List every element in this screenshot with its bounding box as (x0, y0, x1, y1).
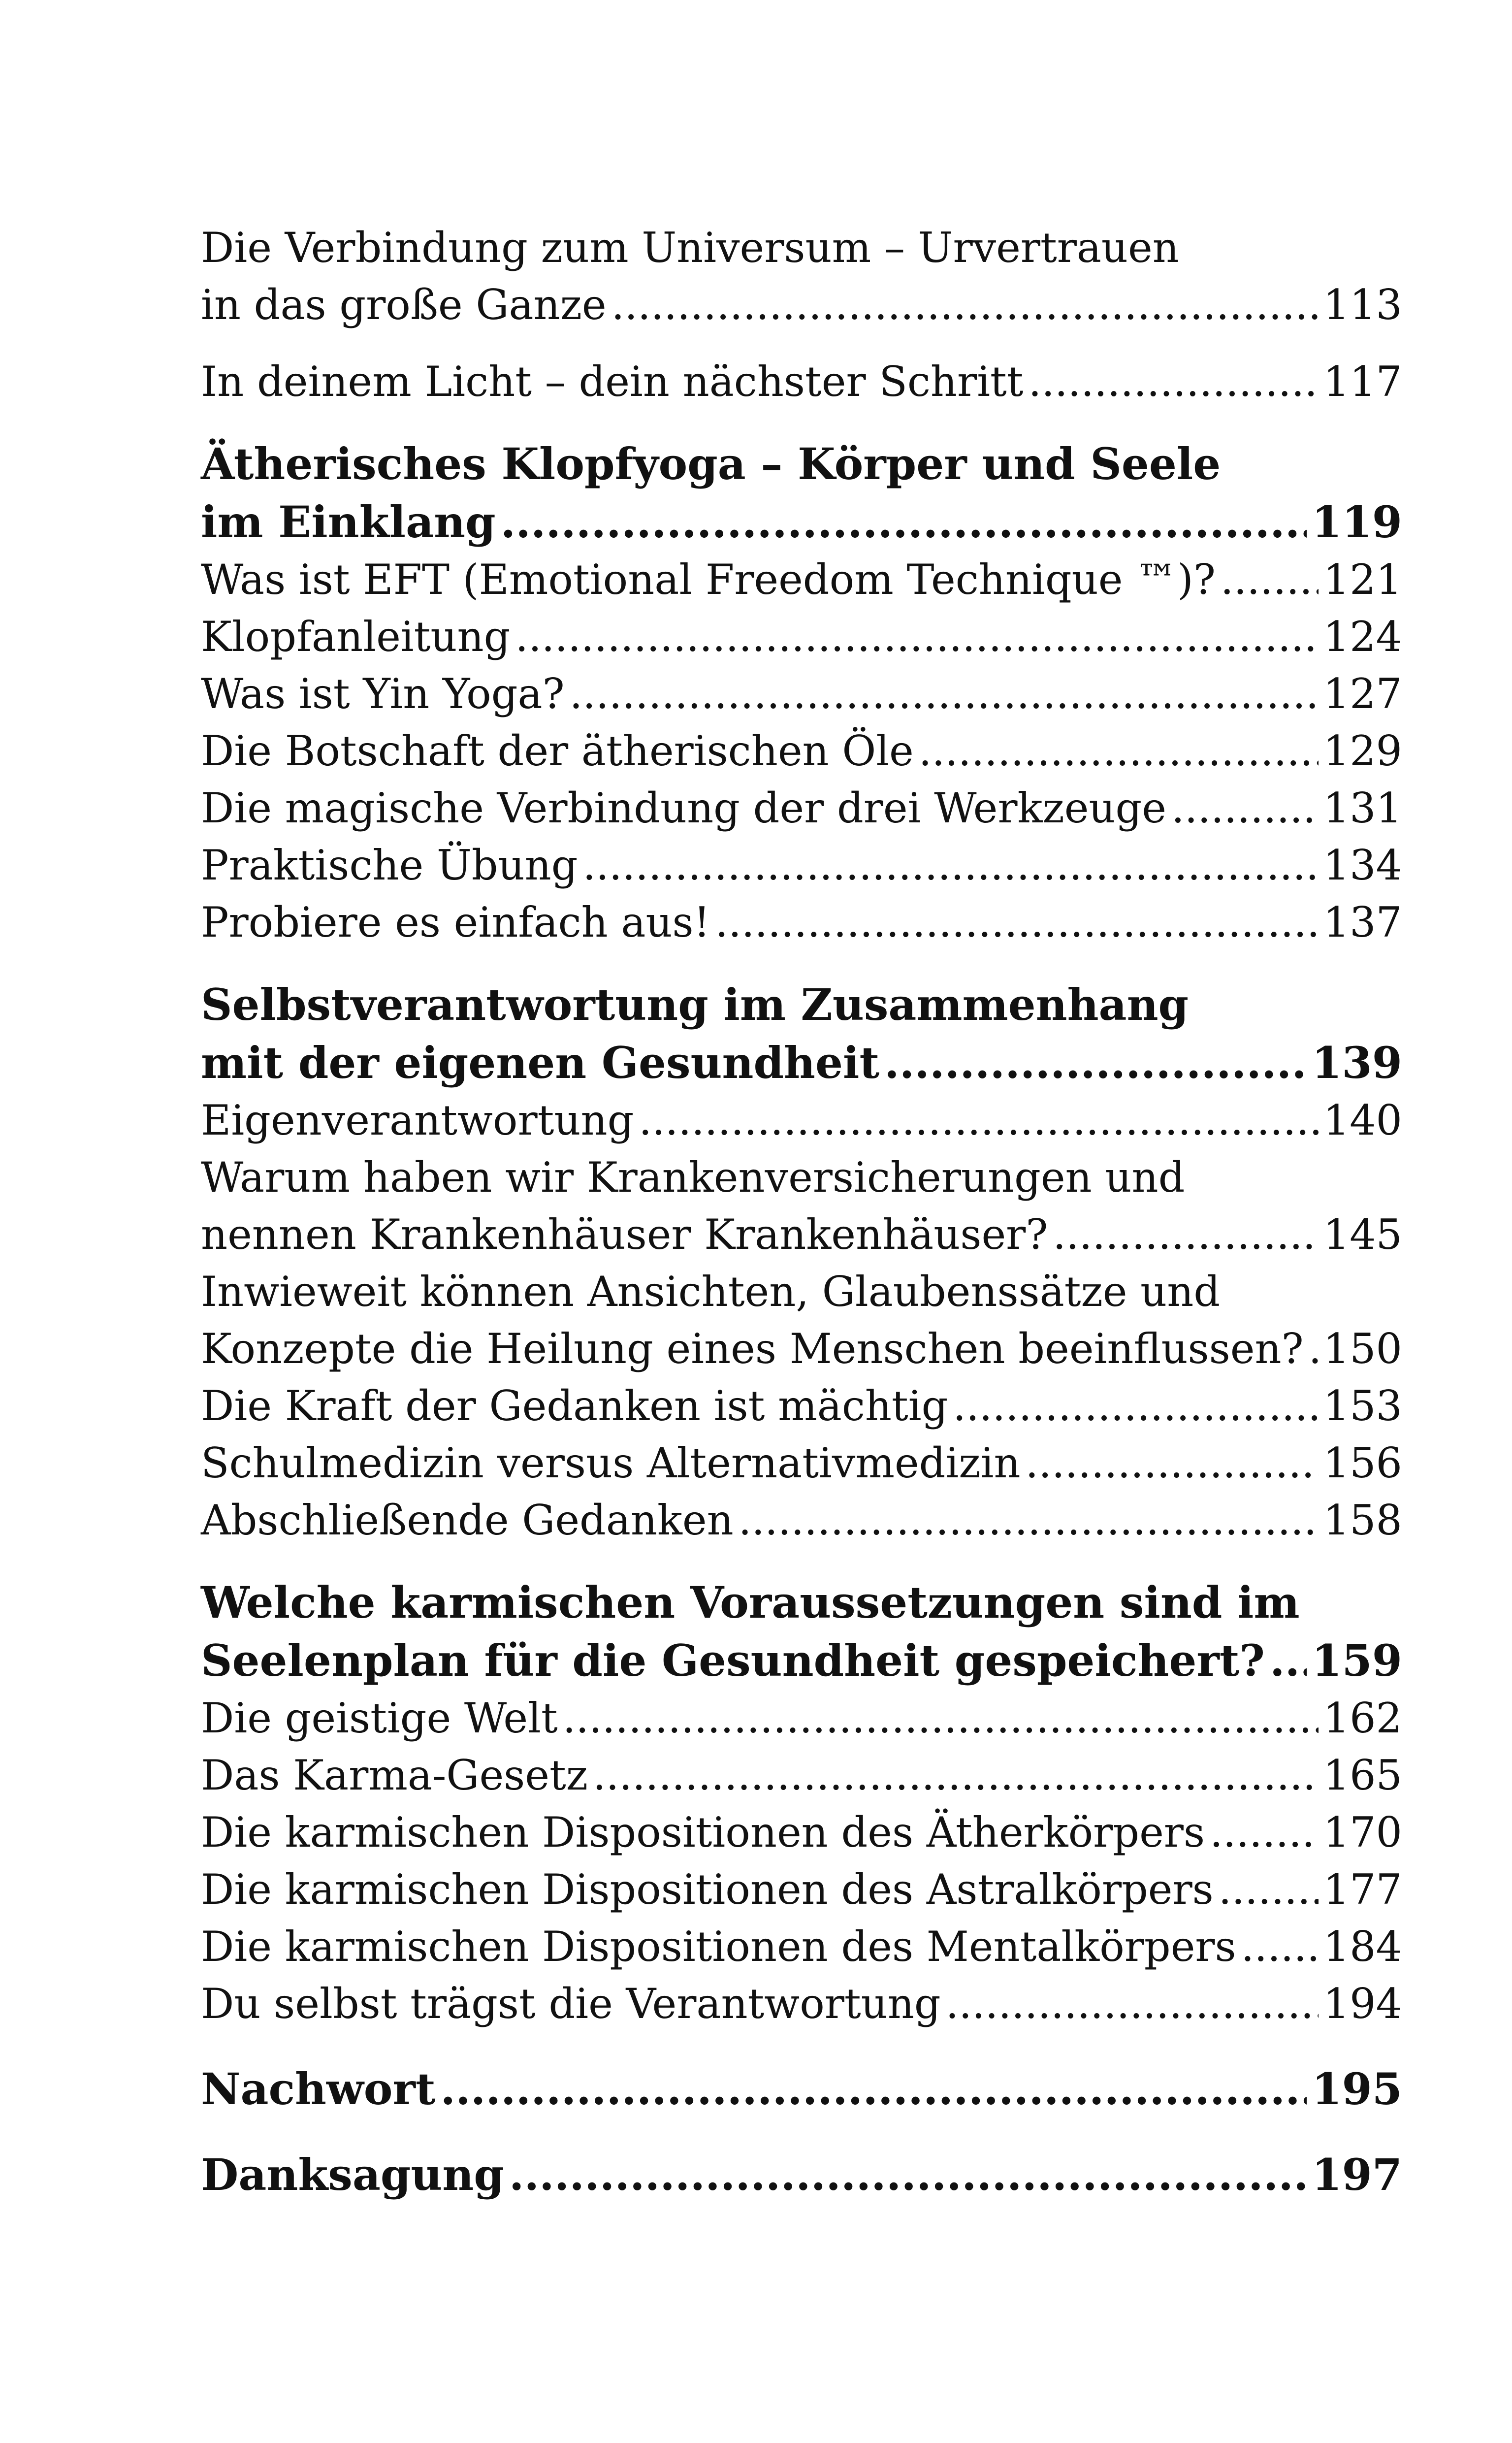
chapter-title: im Einklang (201, 496, 496, 548)
dot-leader (1026, 1434, 1319, 1492)
toc-entry-title: Klopfanleitung (201, 613, 511, 661)
page-number: 153 (1323, 1382, 1402, 1430)
chapter-title: mit der eigenen Gesundheit (201, 1037, 880, 1088)
page-number: 127 (1323, 670, 1402, 718)
chapter-title-line: Welche karmischen Voraussetzungen sind im (201, 1577, 1300, 1628)
toc-entry-title: Abschließende Gedanken (201, 1496, 734, 1544)
dot-leader (1210, 1804, 1319, 1861)
dot-leader (715, 894, 1318, 951)
dot-leader (593, 1747, 1319, 1804)
toc-entry-title: Probiere es einfach aus! (201, 898, 710, 946)
toc-entry-row (201, 665, 1402, 722)
toc-entry-title: in das große Ganze (201, 281, 607, 329)
toc-entry-row (201, 1690, 1402, 1747)
toc-entry-row (201, 1492, 1402, 1549)
chapter-title: Seelenplan für die Gesundheit gespeichert? (201, 1635, 1265, 1686)
toc-entry-title-line: Die Verbindung zum Universum – Urvertrauen (201, 224, 1179, 272)
toc-entry-title: Die karmischen Dispositionen des Mentalkörpers (201, 1922, 1236, 1971)
toc-entry-title: In deinem Licht – dein nächster Schritt (201, 358, 1024, 406)
toc-entry-title: Die Botschaft der ätherischen Öle (201, 727, 914, 775)
page-number: 145 (1323, 1210, 1402, 1259)
page-number: 156 (1323, 1439, 1402, 1487)
toc-entry-row (201, 1377, 1402, 1434)
toc-entry-row (201, 1631, 1402, 1690)
toc-entry-title: Was ist EFT (Emotional Freedom Technique ™)? (201, 555, 1216, 604)
toc-chapter-heading (201, 2060, 1402, 2118)
dot-leader (1219, 1861, 1319, 1918)
toc-entry-row (201, 1747, 1402, 1804)
dot-leader (1221, 551, 1319, 608)
toc-entry-title: Die magische Verbindung der drei Werkzeuge (201, 784, 1166, 832)
page-number: 129 (1323, 727, 1402, 775)
dot-leader (501, 493, 1307, 551)
dot-leader (1053, 1206, 1318, 1263)
dot-leader (884, 1034, 1307, 1092)
page-number: 137 (1323, 898, 1402, 946)
dot-leader (582, 837, 1318, 894)
toc-entry-row (201, 276, 1402, 333)
page-number: 162 (1323, 1694, 1402, 1742)
toc-entry-title: Konzepte die Heilung eines Menschen beeinflussen? (201, 1325, 1304, 1373)
toc-entry-row (201, 1206, 1402, 1263)
toc-chapter-heading (201, 1573, 1402, 1690)
table-of-contents (201, 219, 1402, 2204)
toc-entry-title: nennen Krankenhäuser Krankenhäuser? (201, 1210, 1048, 1259)
dot-leader (639, 1092, 1318, 1149)
page-number: 195 (1312, 2063, 1402, 2115)
toc-entry-title: Die geistige Welt (201, 1694, 558, 1742)
toc-entry-row (201, 1975, 1402, 2032)
toc-entry-row (201, 837, 1402, 894)
page-number: 124 (1323, 613, 1402, 661)
toc-entry (201, 1690, 1402, 2032)
page-number: 121 (1323, 555, 1402, 604)
page-number: 165 (1323, 1751, 1402, 1799)
dot-leader (919, 722, 1319, 780)
toc-entry-row (201, 1320, 1402, 1377)
toc-entry-title: Die Kraft der Gedanken ist mächtig (201, 1382, 948, 1430)
page-number: 131 (1323, 784, 1402, 832)
toc-entry-title: Eigenverantwortung (201, 1096, 634, 1144)
chapter-title: Nachwort (201, 2063, 436, 2115)
dot-leader (1029, 353, 1319, 410)
dot-leader (739, 1492, 1319, 1549)
toc-entry (201, 1092, 1402, 1549)
dot-leader (953, 1377, 1318, 1434)
toc-entry-row (201, 1434, 1402, 1492)
dot-leader (563, 1690, 1319, 1747)
dot-leader (611, 276, 1319, 333)
dot-leader (1270, 1631, 1307, 1690)
toc-chapter-heading (201, 976, 1402, 1092)
toc-entry-row (201, 894, 1402, 951)
page-number: 170 (1323, 1808, 1402, 1857)
page-number: 158 (1323, 1496, 1402, 1544)
dot-leader (1309, 1320, 1319, 1377)
dot-leader (509, 2146, 1307, 2204)
toc-entry-title: Du selbst trägst die Verantwortung (201, 1980, 941, 2028)
toc-entry-title: Das Karma-Gesetz (201, 1751, 588, 1799)
toc-entry-title: Schulmedizin versus Alternativmedizin (201, 1439, 1021, 1487)
page-number: 139 (1312, 1037, 1402, 1088)
toc-entry-row (201, 1092, 1402, 1149)
page-number: 140 (1323, 1096, 1402, 1144)
toc-entry-title: Praktische Übung (201, 841, 578, 889)
toc-entry-title: Was ist Yin Yoga? (201, 670, 565, 718)
toc-entry-row (201, 493, 1402, 551)
toc-entry-title-line: Warum haben wir Krankenversicherungen und (201, 1153, 1185, 1202)
toc-entry-row (201, 1861, 1402, 1918)
toc-entry-row (201, 780, 1402, 837)
toc-entry-row (201, 353, 1402, 410)
page-number: 177 (1323, 1865, 1402, 1914)
toc-entry-row (201, 722, 1402, 780)
chapter-title-line: Selbstverantwortung im Zusammenhang (201, 979, 1189, 1030)
dot-leader (1171, 780, 1319, 837)
toc-entry (201, 551, 1402, 951)
toc-entry-row (201, 1034, 1402, 1092)
page-number: 194 (1323, 1980, 1402, 2028)
dot-leader (570, 665, 1319, 722)
toc-entry-row (201, 608, 1402, 665)
dot-leader (440, 2060, 1307, 2118)
toc-entry-row (201, 1918, 1402, 1975)
toc-entry (201, 219, 1402, 333)
page-number: 197 (1312, 2149, 1402, 2200)
page-number: 159 (1312, 1635, 1402, 1686)
chapter-title-line: Ätherisches Klopfyoga – Körper und Seele (201, 438, 1221, 489)
toc-entry-title-line: Inwieweit können Ansichten, Glaubenssätze und (201, 1268, 1221, 1316)
toc-entry-row (201, 551, 1402, 608)
toc-chapter-heading (201, 435, 1402, 551)
toc-entry (201, 353, 1402, 410)
page-number: 150 (1323, 1325, 1402, 1373)
dot-leader (1241, 1918, 1319, 1975)
chapter-title: Danksagung (201, 2149, 504, 2200)
page-number: 119 (1312, 496, 1402, 548)
dot-leader (515, 608, 1318, 665)
toc-chapter-heading (201, 2146, 1402, 2204)
toc-entry-title: Die karmischen Dispositionen des Astralkörpers (201, 1865, 1214, 1914)
dot-leader (946, 1975, 1319, 2032)
page-number: 117 (1323, 358, 1402, 406)
toc-entry-title: Die karmischen Dispositionen des Ätherkörpers (201, 1808, 1205, 1857)
toc-entry-row (201, 2060, 1402, 2118)
toc-entry-row (201, 1804, 1402, 1861)
toc-entry-row (201, 2146, 1402, 2204)
page-number: 184 (1323, 1922, 1402, 1971)
page-number: 113 (1323, 281, 1402, 329)
page-number: 134 (1323, 841, 1402, 889)
